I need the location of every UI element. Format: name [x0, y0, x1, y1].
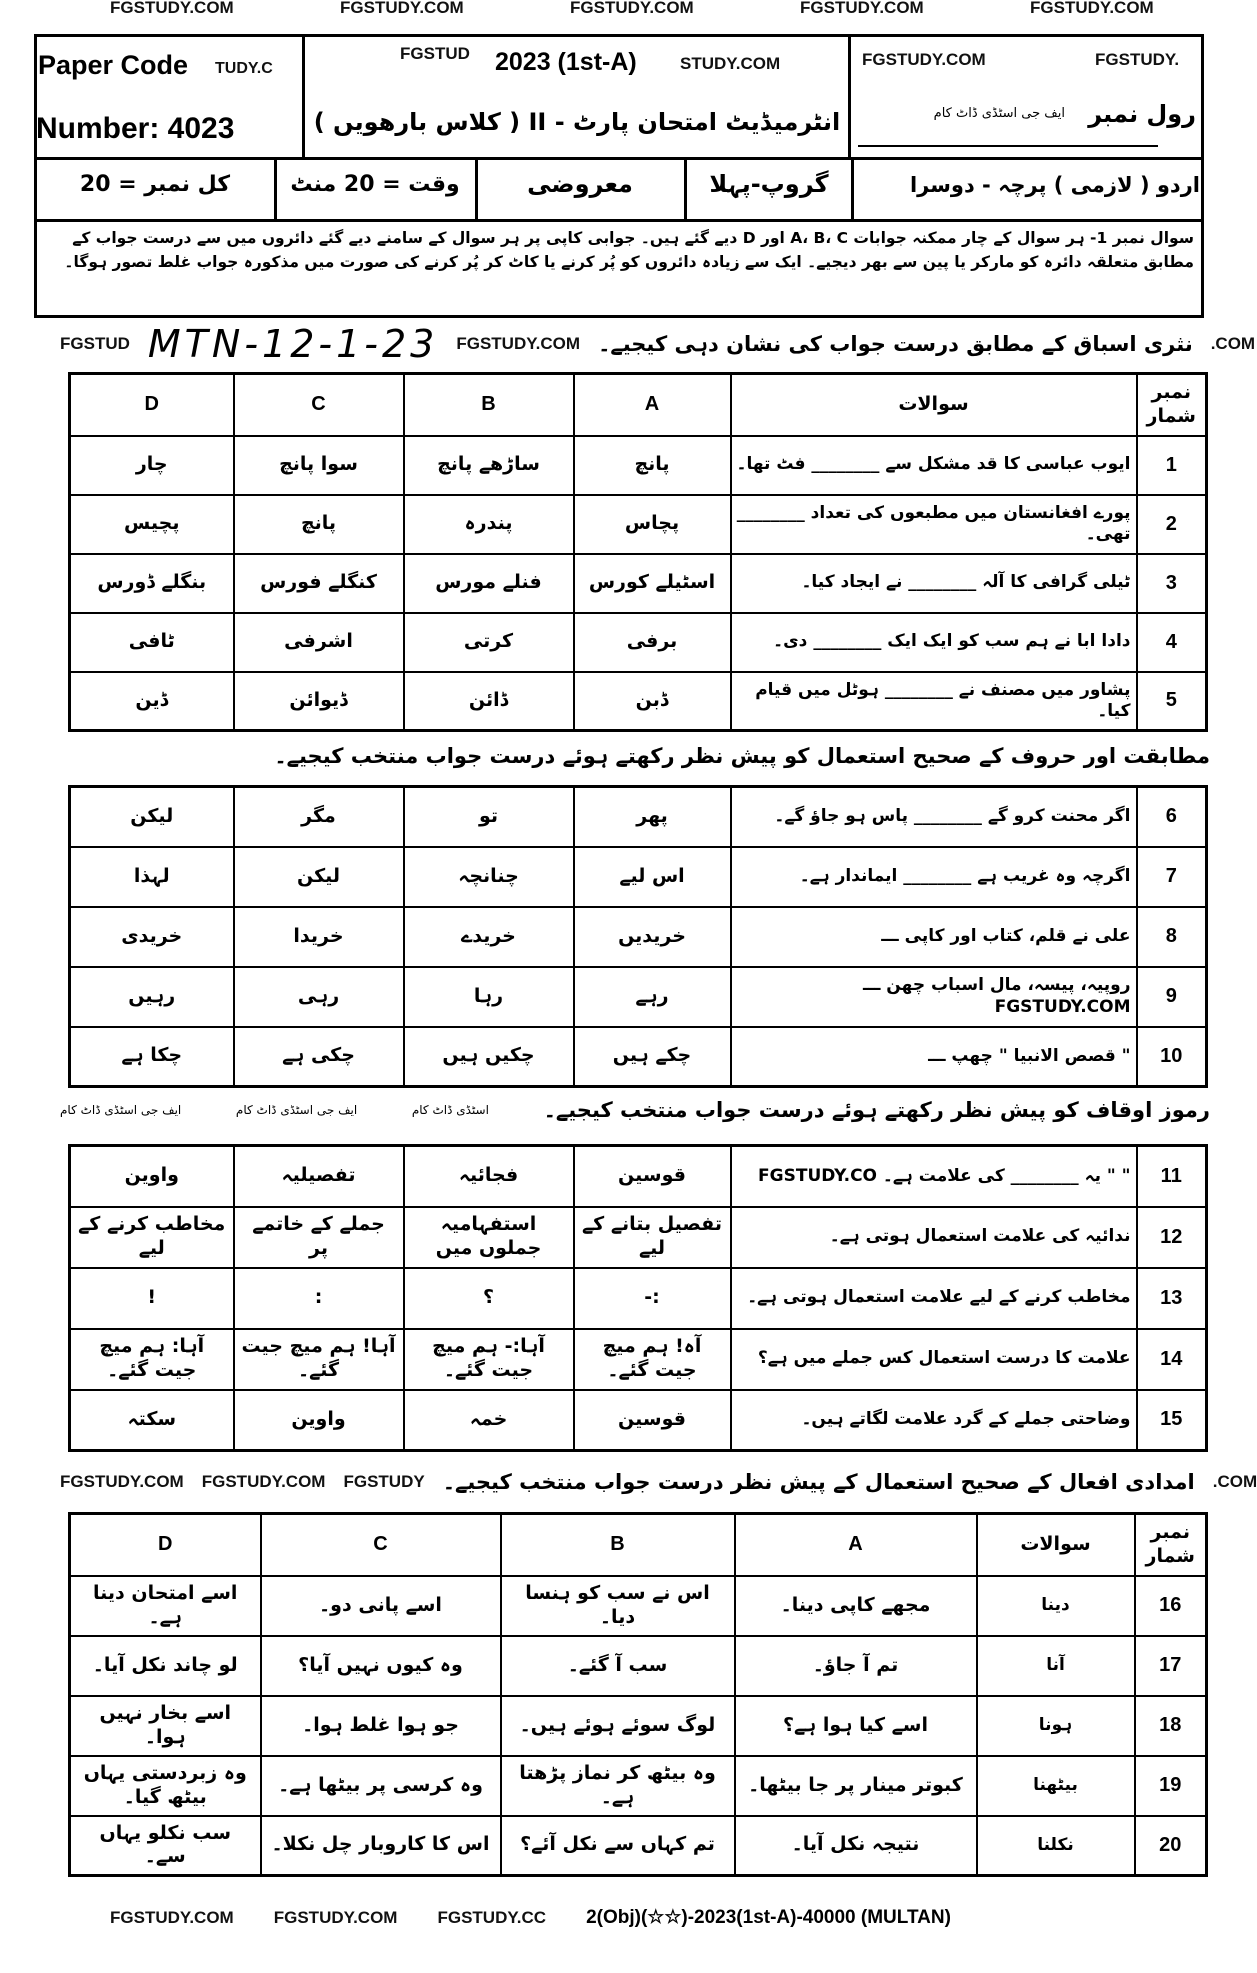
option-d[interactable]: ڈین [70, 672, 234, 731]
option-d[interactable]: خریدی [70, 907, 234, 967]
watermark: FGSTUDY.COM [201, 1472, 326, 1491]
option-a[interactable]: چکے ہیں [574, 1027, 731, 1087]
option-a[interactable]: اس لیے [574, 847, 731, 907]
option-a[interactable]: پھر [574, 787, 731, 847]
option-b-header: B [404, 374, 574, 436]
table-row [70, 436, 1207, 495]
option-c[interactable]: وہ کرسی پر بیٹھا ہے۔ [261, 1756, 501, 1816]
question-text: روپیہ، پیسہ، مال اسباب چھن ـــ FGSTUDY.COM [731, 967, 1137, 1027]
table-row [70, 1756, 1207, 1816]
watermark: FGSTUDY.COM [570, 0, 694, 17]
question-text: نکلنا [977, 1816, 1135, 1876]
option-d[interactable]: لہذا [70, 847, 234, 907]
option-a[interactable]: خریدیں [574, 907, 731, 967]
section-heading-row-3 [60, 1098, 1210, 1122]
serial-number-header: نمبر شمار [1137, 374, 1207, 436]
option-c[interactable]: وہ کیوں نہیں آیا؟ [261, 1636, 501, 1696]
option-b[interactable]: تو [404, 787, 574, 847]
table-row [70, 847, 1207, 907]
question-text: " قصص الانبیا " چھپ ـــ [731, 1027, 1137, 1087]
option-c[interactable]: ڈیوائن [234, 672, 404, 731]
watermark: FGSTUDY.COM [1030, 0, 1154, 17]
option-b[interactable]: رہا [404, 967, 574, 1027]
questions-header: سوالات [977, 1514, 1135, 1576]
option-d[interactable]: آہا: ہم میچ جیت گئے۔ [70, 1329, 234, 1390]
watermark: .COM [1210, 334, 1256, 353]
option-c[interactable]: واوین [234, 1390, 404, 1451]
section-heading-row-4 [60, 1470, 1257, 1494]
question-number: 4 [1137, 613, 1207, 672]
option-b[interactable]: ساڑھے پانچ [404, 436, 574, 495]
question-text: وضاحتی جملے کے گرد علامت لگاتے ہیں۔ [731, 1390, 1137, 1451]
paper-type: معروضی [527, 170, 633, 198]
table-header-row [70, 374, 1207, 436]
question-text: آنا [977, 1636, 1135, 1696]
question-number: 18 [1135, 1696, 1207, 1756]
option-d[interactable]: چکا ہے [70, 1027, 234, 1087]
option-d[interactable]: چار [70, 436, 234, 495]
table-row [70, 1816, 1207, 1876]
option-a[interactable]: آہ! ہم میچ جیت گئے۔ [574, 1329, 731, 1390]
option-a[interactable]: ڈبن [574, 672, 731, 731]
paper-code-label: Paper Code [38, 50, 189, 80]
option-b[interactable]: خمہ [404, 1390, 574, 1451]
questions-table-3 [68, 1144, 1208, 1452]
option-c[interactable]: کنگلے فورس [234, 554, 404, 613]
option-a[interactable]: پچاس [574, 495, 731, 554]
section-heading-1: نثری اسباق کے مطابق درست جواب کی نشان دہی کیجیے۔ [598, 332, 1193, 356]
option-c[interactable]: اس کا کاروبار چل نکلا۔ [261, 1816, 501, 1876]
watermark: FGSTUDY.COM [273, 1907, 398, 1927]
option-a-header: A [574, 374, 731, 436]
questions-table-4 [68, 1512, 1208, 1877]
question-number: 19 [1135, 1756, 1207, 1816]
watermark: FGSTUD [400, 44, 470, 63]
question-number: 17 [1135, 1636, 1207, 1696]
watermark: FGSTUDY.COM [456, 334, 581, 353]
option-a[interactable]: کبوتر مینار پر جا بیٹھا۔ [735, 1756, 977, 1816]
option-d[interactable]: ! [70, 1268, 234, 1329]
watermark: FGSTUDY.COM [110, 0, 234, 17]
option-b[interactable]: کرتی [404, 613, 574, 672]
question-text: دینا [977, 1576, 1135, 1636]
section-heading-row-2 [60, 744, 1210, 768]
section-heading-4: امدادی افعال کے صحیح استعمال کے پیش نظر درست جواب منتخب کیجیے۔ [442, 1470, 1195, 1494]
option-d[interactable]: بنگلے ڈورس [70, 554, 234, 613]
option-c-header: C [234, 374, 404, 436]
table-row [70, 1027, 1207, 1087]
instructions-line-2: کو مارکر یا پین سے بھر دیجیے۔ ایک سے زیادہ دائروں کو پُر کرنے یا کاٹ کر پُر کرنے کی صورت میں مذکورہ جواب غلط تصور ہوگا۔ [64, 253, 1039, 271]
question-number: 20 [1135, 1816, 1207, 1876]
watermark: FGSTUDY.COM [800, 0, 924, 17]
option-b-header: B [501, 1514, 735, 1576]
option-c[interactable]: جملے کے خاتمے پر [234, 1207, 404, 1268]
option-d[interactable]: سکتہ [70, 1390, 234, 1451]
table-row [70, 1268, 1207, 1329]
question-number: 7 [1137, 847, 1207, 907]
table-row [70, 787, 1207, 847]
question-text: بیٹھنا [977, 1756, 1135, 1816]
section-heading-row-1 [60, 322, 1256, 366]
option-b[interactable]: ؟ [404, 1268, 574, 1329]
roll-number-label: رول نمبر [1088, 100, 1196, 128]
option-b[interactable]: استفہامیہ جملوں میں [404, 1207, 574, 1268]
question-number: 5 [1137, 672, 1207, 731]
group: گروپ-پہلا [709, 170, 829, 198]
urdu-watermark: ایف جی اسٹڈی ڈاٹ کام [235, 1103, 358, 1117]
watermark: TUDY.C [215, 60, 273, 77]
table-row [70, 1146, 1207, 1207]
option-c[interactable]: لیکن [234, 847, 404, 907]
question-text: پشاور میں مصنف نے ________ ہوٹل میں قیام کیا۔ [731, 672, 1137, 731]
table-row [70, 1576, 1207, 1636]
option-b[interactable]: پندرہ [404, 495, 574, 554]
footer [110, 1906, 1200, 1929]
option-b[interactable]: تم کہاں سے نکل آئے؟ [501, 1816, 735, 1876]
watermark: STUDY.COM [680, 54, 781, 73]
question-text: اگر محنت کرو گے ________ پاس ہو جاؤ گے۔ [731, 787, 1137, 847]
option-a[interactable]: برفی [574, 613, 731, 672]
option-d[interactable]: سب نکلو یہاں سے۔ [70, 1816, 261, 1876]
question-text: " " یہ ________ کی علامت ہے۔ FGSTUDY.CO [731, 1146, 1137, 1207]
watermark: FGSTUDY.COM [862, 50, 986, 69]
option-d-header: D [70, 1514, 261, 1576]
option-a[interactable]: قوسین [574, 1146, 731, 1207]
questions-header: سوالات [731, 374, 1137, 436]
option-b[interactable]: ڈائن [404, 672, 574, 731]
question-number: 1 [1137, 436, 1207, 495]
question-text: ٹیلی گرافی کا آلہ ________ نے ایجاد کیا۔ [731, 554, 1137, 613]
question-text: علی نے قلم، کتاب اور کاپی ـــ [731, 907, 1137, 967]
option-d[interactable]: لو چاند نکل آیا۔ [70, 1636, 261, 1696]
question-text: اگرچہ وہ غریب ہے ________ ایماندار ہے۔ [731, 847, 1137, 907]
option-b[interactable]: فجائیہ [404, 1146, 574, 1207]
question-number: 3 [1137, 554, 1207, 613]
option-a[interactable]: :- [574, 1268, 731, 1329]
option-a[interactable]: قوسین [574, 1390, 731, 1451]
option-d[interactable]: مخاطب کرنے کے لیے [70, 1207, 234, 1268]
urdu-watermark: ایف جی اسٹڈی ڈاٹ کام [933, 106, 1065, 121]
option-d[interactable]: ٹافی [70, 613, 234, 672]
question-text: ہونا [977, 1696, 1135, 1756]
table-header-row [70, 1514, 1207, 1576]
table-row [70, 907, 1207, 967]
table-row [70, 1207, 1207, 1268]
option-c[interactable]: مگر [234, 787, 404, 847]
total-marks: کل نمبر = 20 [79, 172, 231, 197]
option-b[interactable]: فنلے مورس [404, 554, 574, 613]
subject: اردو ( لازمی ) پرچہ - دوسرا [909, 173, 1200, 197]
option-c-header: C [261, 1514, 501, 1576]
question-text: ایوب عباسی کا قد مشکل سے ________ فٹ تھا۔ [731, 436, 1137, 495]
question-number: 2 [1137, 495, 1207, 554]
question-number: 14 [1137, 1329, 1207, 1390]
option-b[interactable]: اس نے سب کو ہنسا دیا۔ [501, 1576, 735, 1636]
paper-number: Number: 4023 [36, 112, 235, 145]
option-c[interactable]: اشرفی [234, 613, 404, 672]
option-a[interactable]: نتیجہ نکل آیا۔ [735, 1816, 977, 1876]
table-row [70, 613, 1207, 672]
question-number: 15 [1137, 1390, 1207, 1451]
watermark: FGSTUD [60, 334, 130, 353]
option-a[interactable]: رہے [574, 967, 731, 1027]
question-number: 11 [1137, 1146, 1207, 1207]
table-row [70, 554, 1207, 613]
time-allowed: وقت = 20 منٹ [290, 172, 460, 197]
option-b[interactable]: چکیں ہیں [404, 1027, 574, 1087]
option-d[interactable]: لیکن [70, 787, 234, 847]
urdu-watermark: اسٹڈی ڈاٹ کام [411, 1103, 489, 1117]
roll-number-field[interactable] [858, 145, 1158, 147]
urdu-watermark: ایف جی اسٹڈی ڈاٹ کام [60, 1103, 182, 1117]
question-number: 9 [1137, 967, 1207, 1027]
option-c[interactable]: اسے پانی دو۔ [261, 1576, 501, 1636]
option-d[interactable]: اسے امتحان دینا ہے۔ [70, 1576, 261, 1636]
option-a-header: A [735, 1514, 977, 1576]
table-row [70, 672, 1207, 731]
exam-title: انٹرمیڈیٹ امتحان پارٹ - II ( کلاس بارھویں ) [313, 108, 841, 136]
question-number: 8 [1137, 907, 1207, 967]
section-heading-3: رموز اوقاف کو پیش نظر رکھتے ہوئے درست جواب منتخب کیجیے۔ [543, 1098, 1210, 1122]
questions-table-1 [68, 372, 1208, 732]
watermark: FGSTUDY.CC [437, 1907, 547, 1927]
option-d[interactable]: اسے بخار نہیں ہوا۔ [70, 1696, 261, 1756]
table-row [70, 1329, 1207, 1390]
watermark: FGSTUDY [343, 1472, 425, 1491]
option-a[interactable]: اسے کیا ہوا ہے؟ [735, 1696, 977, 1756]
option-a[interactable]: مجھے کاپی دینا۔ [735, 1576, 977, 1636]
question-text: علامت کا درست استعمال کس جملے میں ہے؟ [731, 1329, 1137, 1390]
option-a[interactable]: اسٹیلے کورس [574, 554, 731, 613]
option-a[interactable]: تفصیل بتانے کے لیے [574, 1207, 731, 1268]
question-text: پورے افغانستان میں مطبعوں کی تعداد ________ تھی۔ [731, 495, 1137, 554]
watermark: FGSTUDY.COM [110, 1907, 234, 1927]
table-row [70, 495, 1207, 554]
question-number: 6 [1137, 787, 1207, 847]
watermark: FGSTUDY.COM [60, 1472, 184, 1491]
option-c[interactable]: خریدا [234, 907, 404, 967]
option-a[interactable]: پانچ [574, 436, 731, 495]
option-c[interactable]: : [234, 1268, 404, 1329]
paper-footer-code: 2(Obj)(☆☆)-2023(1st-A)-40000 (MULTAN) [586, 1907, 951, 1928]
option-d[interactable]: رہیں [70, 967, 234, 1027]
question-text: دادا ابا نے ہم سب کو ایک ایک ________ دی۔ [731, 613, 1137, 672]
serial-number-header: نمبر شمار [1135, 1514, 1207, 1576]
option-b[interactable]: سب آ گئے۔ [501, 1636, 735, 1696]
table-row [70, 1696, 1207, 1756]
option-b[interactable]: آہا:- ہم میچ جیت گئے۔ [404, 1329, 574, 1390]
instructions-line-1: سوال نمبر 1- ہر سوال کے چار ممکنہ جوابات A، B، C اور D دیے گئے ہیں۔ جوابی کاپی پر ہر سوال کے سامنے دیے گئے دائروں میں سے درست جواب کے مطابق متعلقہ دائرہ [72, 229, 1194, 271]
option-d[interactable]: واوین [70, 1146, 234, 1207]
section-heading-2: مطابقت اور حروف کے صحیح استعمال کو پیش نظر رکھتے ہوئے درست جواب منتخب کیجیے۔ [274, 744, 1210, 768]
exam-year: 2023 (1st-A) [495, 48, 637, 76]
option-c[interactable]: سوا پانچ [234, 436, 404, 495]
table-row [70, 1390, 1207, 1451]
watermark: FGSTUDY. [1095, 50, 1180, 69]
option-d[interactable]: پچیس [70, 495, 234, 554]
question-number: 13 [1137, 1268, 1207, 1329]
option-b[interactable]: لوگ سوئے ہوئے ہیں۔ [501, 1696, 735, 1756]
option-c[interactable]: پانچ [234, 495, 404, 554]
option-b[interactable]: چنانچہ [404, 847, 574, 907]
instructions [44, 226, 1194, 274]
question-number: 12 [1137, 1207, 1207, 1268]
question-text: مخاطب کرنے کے لیے علامت استعمال ہوتی ہے۔ [731, 1268, 1137, 1329]
option-c[interactable]: چکی ہے [234, 1027, 404, 1087]
option-c[interactable]: آہا! ہم میچ جیت گئے۔ [234, 1329, 404, 1390]
option-a[interactable]: تم آ جاؤ۔ [735, 1636, 977, 1696]
handwritten-note: MTN-12-1-23 [147, 322, 439, 366]
option-b[interactable]: خریدے [404, 907, 574, 967]
questions-table-2 [68, 785, 1208, 1088]
question-number: 16 [1135, 1576, 1207, 1636]
question-number: 10 [1137, 1027, 1207, 1087]
option-c[interactable]: رہی [234, 967, 404, 1027]
option-b[interactable]: وہ بیٹھ کر نماز پڑھتا ہے۔ [501, 1756, 735, 1816]
option-c[interactable]: تفصیلیہ [234, 1146, 404, 1207]
question-text: ندائیہ کی علامت استعمال ہوتی ہے۔ [731, 1207, 1137, 1268]
watermark: FGSTUDY.COM [340, 0, 464, 17]
option-d[interactable]: وہ زبردستی یہاں بیٹھ گیا۔ [70, 1756, 261, 1816]
option-d-header: D [70, 374, 234, 436]
table-row [70, 967, 1207, 1027]
option-c[interactable]: جو ہوا غلط ہوا۔ [261, 1696, 501, 1756]
watermark: .COM [1212, 1472, 1257, 1491]
table-row [70, 1636, 1207, 1696]
